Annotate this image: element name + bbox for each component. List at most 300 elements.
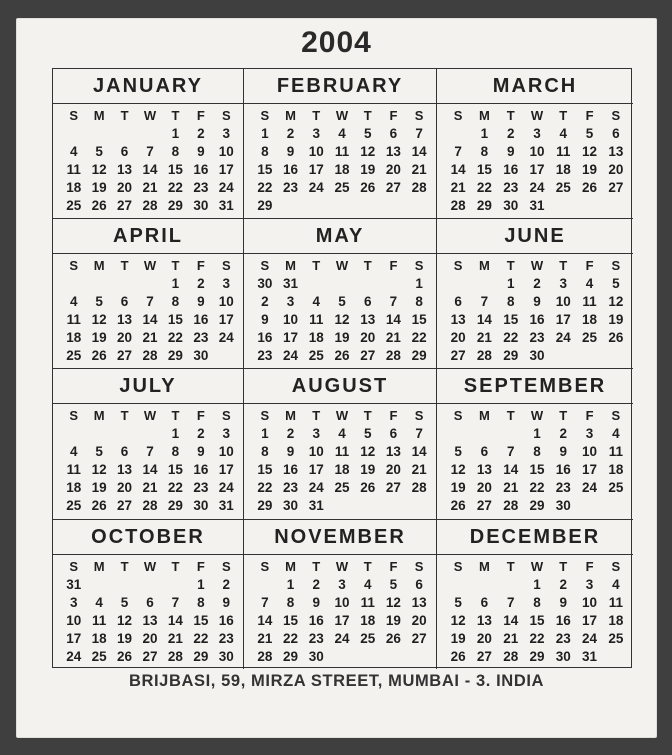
weekday-header: T xyxy=(120,108,129,123)
day-cell: 2 xyxy=(286,126,295,141)
weekday-header: T xyxy=(506,258,515,273)
day-cell: 22 xyxy=(257,480,273,495)
day-cell: 27 xyxy=(117,498,133,513)
weekday-header: T xyxy=(312,559,321,574)
day-cell: 2 xyxy=(197,426,205,441)
weekday-header: F xyxy=(389,408,398,423)
month-name: JANUARY xyxy=(53,69,243,104)
weekday-header: W xyxy=(143,559,157,574)
day-cell: 26 xyxy=(385,631,401,646)
day-cell: 23 xyxy=(308,631,324,646)
day-cell: 27 xyxy=(385,480,401,495)
day-cell: 2 xyxy=(197,276,205,291)
month-february xyxy=(244,69,437,219)
day-cell: 23 xyxy=(555,480,571,495)
day-cell: 15 xyxy=(503,312,519,327)
weekday-header: T xyxy=(506,108,515,123)
day-cell xyxy=(61,275,86,293)
day-cell: 12 xyxy=(360,144,376,159)
day-cell: 3 xyxy=(222,276,231,291)
day-cell: 9 xyxy=(312,595,321,610)
weekday-header: T xyxy=(559,258,568,273)
day-cell: 8 xyxy=(171,444,180,459)
day-cell: 5 xyxy=(612,276,620,291)
day-cell: 22 xyxy=(503,330,519,345)
day-cell: 9 xyxy=(261,312,269,327)
day-cell: 29 xyxy=(503,348,519,363)
weekday-header: T xyxy=(171,258,180,273)
day-cell: 11 xyxy=(91,613,107,628)
day-cell: 24 xyxy=(555,330,571,345)
day-cell: 23 xyxy=(283,480,299,495)
day-cell: 30 xyxy=(529,348,545,363)
day-cell: 14 xyxy=(167,613,183,628)
weekday-header: F xyxy=(585,108,594,123)
day-cell xyxy=(329,275,355,293)
day-cell: 22 xyxy=(476,180,492,195)
day-cell: 13 xyxy=(117,162,133,177)
day-cell: 28 xyxy=(503,649,519,664)
weekday-header: S xyxy=(611,108,621,123)
day-cell: 3 xyxy=(69,595,78,610)
day-cell xyxy=(163,576,188,594)
day-cell: 30 xyxy=(193,198,209,213)
day-cell: 20 xyxy=(117,180,133,195)
day-cell: 8 xyxy=(533,595,541,610)
day-cell: 24 xyxy=(334,631,350,646)
day-cell: 23 xyxy=(193,180,209,195)
weekday-header: S xyxy=(260,559,270,574)
day-cell: 4 xyxy=(363,577,372,592)
day-cell: 6 xyxy=(612,126,620,141)
day-cell: 8 xyxy=(261,444,269,459)
day-cell: 3 xyxy=(312,426,321,441)
weekday-header: F xyxy=(196,258,205,273)
day-cell: 26 xyxy=(360,180,376,195)
month-april xyxy=(53,219,244,369)
day-cell: 14 xyxy=(142,162,158,177)
day-cell: 19 xyxy=(450,631,466,646)
day-cell: 19 xyxy=(450,480,466,495)
day-cell: 6 xyxy=(480,595,489,610)
day-cell: 28 xyxy=(142,198,158,213)
day-cell: 18 xyxy=(66,330,82,345)
day-cell: 3 xyxy=(533,126,541,141)
weekday-header: T xyxy=(363,258,372,273)
day-cell: 14 xyxy=(142,462,158,477)
day-cell xyxy=(137,576,162,594)
month-name: SEPTEMBER xyxy=(437,369,633,404)
day-cell: 23 xyxy=(193,330,209,345)
day-cell: 7 xyxy=(454,144,462,159)
weekday-header: M xyxy=(285,408,296,423)
day-cell: 5 xyxy=(120,595,129,610)
day-cell: 31 xyxy=(582,649,598,664)
day-cell: 4 xyxy=(585,276,594,291)
day-cell: 28 xyxy=(411,480,427,495)
month-days xyxy=(244,404,436,515)
weekday-header: S xyxy=(453,108,463,123)
day-cell: 13 xyxy=(476,462,492,477)
day-cell: 24 xyxy=(308,480,324,495)
day-cell: 31 xyxy=(308,498,324,513)
day-cell: 26 xyxy=(360,480,376,495)
day-cell: 26 xyxy=(334,348,350,363)
day-cell: 14 xyxy=(411,144,427,159)
day-cell xyxy=(381,275,407,293)
month-days xyxy=(437,404,633,515)
day-cell: 5 xyxy=(338,294,346,309)
day-cell: 17 xyxy=(218,312,234,327)
day-cell: 5 xyxy=(363,426,372,441)
month-days xyxy=(244,254,436,365)
day-cell: 16 xyxy=(283,462,299,477)
day-cell: 11 xyxy=(334,144,350,159)
day-cell: 12 xyxy=(450,613,466,628)
day-cell: 25 xyxy=(308,348,324,363)
day-cell: 15 xyxy=(167,462,183,477)
day-cell: 16 xyxy=(257,330,273,345)
day-cell: 12 xyxy=(91,462,107,477)
day-cell: 10 xyxy=(555,294,571,309)
day-cell: 7 xyxy=(146,444,154,459)
day-cell: 2 xyxy=(286,426,295,441)
weekday-header: S xyxy=(69,559,79,574)
weekday-header: S xyxy=(69,258,79,273)
day-cell: 14 xyxy=(411,444,427,459)
day-cell: 17 xyxy=(218,462,234,477)
weekday-header: S xyxy=(414,559,424,574)
day-cell xyxy=(61,125,86,143)
day-cell: 10 xyxy=(218,144,234,159)
day-cell: 25 xyxy=(582,330,598,345)
day-cell: 29 xyxy=(167,198,183,213)
day-cell: 27 xyxy=(450,348,466,363)
day-cell: 11 xyxy=(66,462,81,477)
day-cell: 13 xyxy=(360,312,376,327)
day-cell: 10 xyxy=(529,144,545,159)
day-cell: 4 xyxy=(95,595,103,610)
weekday-header: M xyxy=(285,258,296,273)
weekday-header: M xyxy=(285,559,296,574)
day-cell: 25 xyxy=(91,649,107,664)
weekday-header: T xyxy=(559,559,568,574)
day-cell: 1 xyxy=(261,126,269,141)
day-cell xyxy=(498,576,524,594)
day-cell: 17 xyxy=(66,631,82,646)
day-cell: 23 xyxy=(218,631,234,646)
day-cell: 19 xyxy=(334,330,350,345)
day-cell: 26 xyxy=(450,649,466,664)
day-cell: 21 xyxy=(142,330,158,345)
day-cell: 15 xyxy=(411,312,427,327)
day-cell: 1 xyxy=(415,276,423,291)
month-september xyxy=(437,369,633,520)
day-cell: 27 xyxy=(360,348,376,363)
weekday-header: F xyxy=(585,258,594,273)
day-cell: 24 xyxy=(218,180,234,195)
day-cell: 10 xyxy=(218,444,234,459)
day-cell: 8 xyxy=(286,595,295,610)
day-cell xyxy=(112,425,137,443)
day-cell: 28 xyxy=(257,649,273,664)
day-cell: 20 xyxy=(117,480,133,495)
day-cell: 30 xyxy=(283,498,299,513)
day-cell: 4 xyxy=(612,426,620,441)
day-cell: 7 xyxy=(480,294,489,309)
day-cell: 5 xyxy=(389,577,398,592)
day-cell: 26 xyxy=(117,649,133,664)
day-cell: 6 xyxy=(454,294,462,309)
weekday-header: S xyxy=(69,408,79,423)
day-cell: 18 xyxy=(360,613,376,628)
day-cell: 23 xyxy=(283,180,299,195)
day-cell: 2 xyxy=(312,577,321,592)
day-cell: 9 xyxy=(197,444,205,459)
day-cell: 23 xyxy=(193,480,209,495)
day-cell: 18 xyxy=(608,613,624,628)
day-cell xyxy=(137,425,162,443)
day-cell: 28 xyxy=(142,498,158,513)
day-cell: 21 xyxy=(142,180,158,195)
day-cell: 4 xyxy=(612,577,620,592)
weekday-header: T xyxy=(120,258,129,273)
day-cell: 3 xyxy=(222,126,231,141)
day-cell: 29 xyxy=(257,198,273,213)
day-cell: 22 xyxy=(167,330,183,345)
weekday-header: T xyxy=(171,559,180,574)
publisher-footer: BRIJBASI, 59, MIRZA STREET, MUMBAI - 3. INDIA xyxy=(128,672,545,690)
day-cell: 11 xyxy=(608,595,623,610)
day-cell: 11 xyxy=(334,444,350,459)
day-cell: 15 xyxy=(257,462,273,477)
day-cell: 8 xyxy=(171,294,180,309)
day-cell: 28 xyxy=(167,649,183,664)
day-cell: 13 xyxy=(117,462,133,477)
weekday-header: T xyxy=(506,559,515,574)
day-cell: 7 xyxy=(506,595,515,610)
day-cell xyxy=(86,275,111,293)
day-cell: 12 xyxy=(334,312,350,327)
day-cell: 16 xyxy=(529,312,545,327)
day-cell: 8 xyxy=(197,595,205,610)
day-cell: 30 xyxy=(308,649,324,664)
day-cell: 26 xyxy=(582,180,598,195)
day-cell: 19 xyxy=(385,613,401,628)
day-cell: 16 xyxy=(555,613,571,628)
day-cell: 25 xyxy=(66,348,82,363)
month-november xyxy=(244,520,437,669)
weekday-header: W xyxy=(335,559,349,574)
day-cell: 5 xyxy=(454,595,462,610)
day-cell: 7 xyxy=(146,294,154,309)
day-cell: 1 xyxy=(286,577,295,592)
weekday-header: S xyxy=(414,108,424,123)
day-cell: 25 xyxy=(608,631,624,646)
day-cell: 6 xyxy=(389,126,398,141)
day-cell: 17 xyxy=(308,162,324,177)
day-cell: 7 xyxy=(261,595,269,610)
day-cell: 19 xyxy=(91,330,107,345)
day-cell: 4 xyxy=(338,126,346,141)
day-cell: 11 xyxy=(608,444,623,459)
weekday-header: T xyxy=(171,408,180,423)
day-cell: 5 xyxy=(363,126,372,141)
day-cell: 20 xyxy=(385,162,401,177)
weekday-header: T xyxy=(559,108,568,123)
month-october xyxy=(53,520,244,669)
day-cell: 30 xyxy=(503,198,519,213)
day-cell: 20 xyxy=(142,631,158,646)
weekday-header: T xyxy=(559,408,568,423)
weekday-header: W xyxy=(530,408,544,423)
day-cell: 1 xyxy=(506,276,515,291)
day-cell xyxy=(137,275,162,293)
weekday-header: W xyxy=(335,408,349,423)
weekday-header: T xyxy=(506,408,515,423)
day-cell xyxy=(252,576,278,594)
day-cell: 22 xyxy=(529,631,545,646)
day-cell: 2 xyxy=(506,126,515,141)
day-cell: 5 xyxy=(585,126,594,141)
day-cell: 9 xyxy=(197,144,205,159)
day-cell: 29 xyxy=(257,498,273,513)
day-cell: 16 xyxy=(218,613,234,628)
day-cell: 29 xyxy=(411,348,427,363)
day-cell: 15 xyxy=(193,613,209,628)
day-cell xyxy=(471,275,497,293)
day-cell: 29 xyxy=(283,649,299,664)
day-cell: 9 xyxy=(559,595,568,610)
day-cell: 11 xyxy=(360,595,375,610)
day-cell: 31 xyxy=(66,577,82,592)
day-cell: 8 xyxy=(261,144,269,159)
month-days xyxy=(437,104,633,215)
day-cell: 28 xyxy=(503,498,519,513)
day-cell: 30 xyxy=(218,649,234,664)
day-cell: 9 xyxy=(533,294,541,309)
month-name: MARCH xyxy=(437,69,633,104)
day-cell: 14 xyxy=(385,312,401,327)
day-cell: 17 xyxy=(582,613,598,628)
day-cell xyxy=(498,425,524,443)
weekday-header: S xyxy=(453,258,463,273)
day-cell: 10 xyxy=(308,144,324,159)
day-cell: 27 xyxy=(142,649,158,664)
weekday-header: M xyxy=(93,108,105,123)
day-cell: 3 xyxy=(559,276,568,291)
day-cell xyxy=(112,275,137,293)
month-days xyxy=(53,555,243,666)
day-cell: 23 xyxy=(257,348,273,363)
weekday-header: S xyxy=(221,258,231,273)
weekday-header: W xyxy=(143,108,157,123)
day-cell: 30 xyxy=(257,276,273,291)
day-cell: 19 xyxy=(91,180,107,195)
day-cell: 25 xyxy=(66,198,82,213)
day-cell: 25 xyxy=(334,480,350,495)
weekday-header: W xyxy=(335,108,349,123)
day-cell: 13 xyxy=(142,613,158,628)
day-cell: 1 xyxy=(533,426,541,441)
day-cell: 20 xyxy=(476,631,492,646)
weekday-header: F xyxy=(196,408,205,423)
weekday-header: S xyxy=(453,408,463,423)
day-cell: 28 xyxy=(411,180,427,195)
day-cell xyxy=(86,425,111,443)
day-cell: 2 xyxy=(559,426,568,441)
day-cell: 27 xyxy=(476,498,492,513)
day-cell: 4 xyxy=(338,426,346,441)
month-days xyxy=(53,404,243,515)
weekday-header: S xyxy=(611,258,621,273)
weekday-header: S xyxy=(260,258,270,273)
month-days xyxy=(244,104,436,215)
weekday-header: S xyxy=(453,559,463,574)
day-cell: 16 xyxy=(193,462,209,477)
weekday-header: S xyxy=(221,408,231,423)
weekday-header: S xyxy=(260,408,270,423)
month-days xyxy=(437,555,633,666)
day-cell: 1 xyxy=(261,426,269,441)
day-cell: 12 xyxy=(450,462,466,477)
day-cell: 14 xyxy=(142,312,158,327)
day-cell: 2 xyxy=(559,577,568,592)
day-cell: 10 xyxy=(66,613,82,628)
day-cell: 24 xyxy=(66,649,82,664)
month-june xyxy=(437,219,633,369)
day-cell: 4 xyxy=(559,126,568,141)
day-cell: 26 xyxy=(608,330,624,345)
day-cell: 16 xyxy=(308,613,324,628)
day-cell: 26 xyxy=(91,198,107,213)
day-cell: 14 xyxy=(503,462,519,477)
month-days xyxy=(437,254,633,365)
weekday-header: S xyxy=(611,408,621,423)
day-cell: 15 xyxy=(167,162,183,177)
day-cell: 28 xyxy=(385,348,401,363)
day-cell: 16 xyxy=(193,162,209,177)
day-cell: 27 xyxy=(411,631,427,646)
day-cell xyxy=(445,275,471,293)
month-december xyxy=(437,520,633,669)
day-cell: 16 xyxy=(283,162,299,177)
day-cell: 9 xyxy=(559,444,568,459)
day-cell: 2 xyxy=(261,294,269,309)
day-cell: 14 xyxy=(476,312,492,327)
day-cell: 17 xyxy=(283,330,299,345)
day-cell: 31 xyxy=(218,498,234,513)
day-cell: 6 xyxy=(120,294,129,309)
day-cell: 25 xyxy=(334,180,350,195)
day-cell: 18 xyxy=(555,162,571,177)
weekday-header: F xyxy=(389,258,398,273)
day-cell: 28 xyxy=(142,348,158,363)
day-cell: 25 xyxy=(360,631,376,646)
day-cell: 5 xyxy=(454,444,462,459)
day-cell: 13 xyxy=(450,312,466,327)
month-august xyxy=(244,369,437,520)
weekday-header: M xyxy=(285,108,296,123)
day-cell: 20 xyxy=(608,162,624,177)
day-cell: 18 xyxy=(334,462,350,477)
weekday-header: S xyxy=(221,559,231,574)
day-cell: 25 xyxy=(608,480,624,495)
day-cell xyxy=(86,125,111,143)
day-cell: 22 xyxy=(167,480,183,495)
day-cell: 4 xyxy=(69,144,78,159)
day-cell: 16 xyxy=(555,462,571,477)
